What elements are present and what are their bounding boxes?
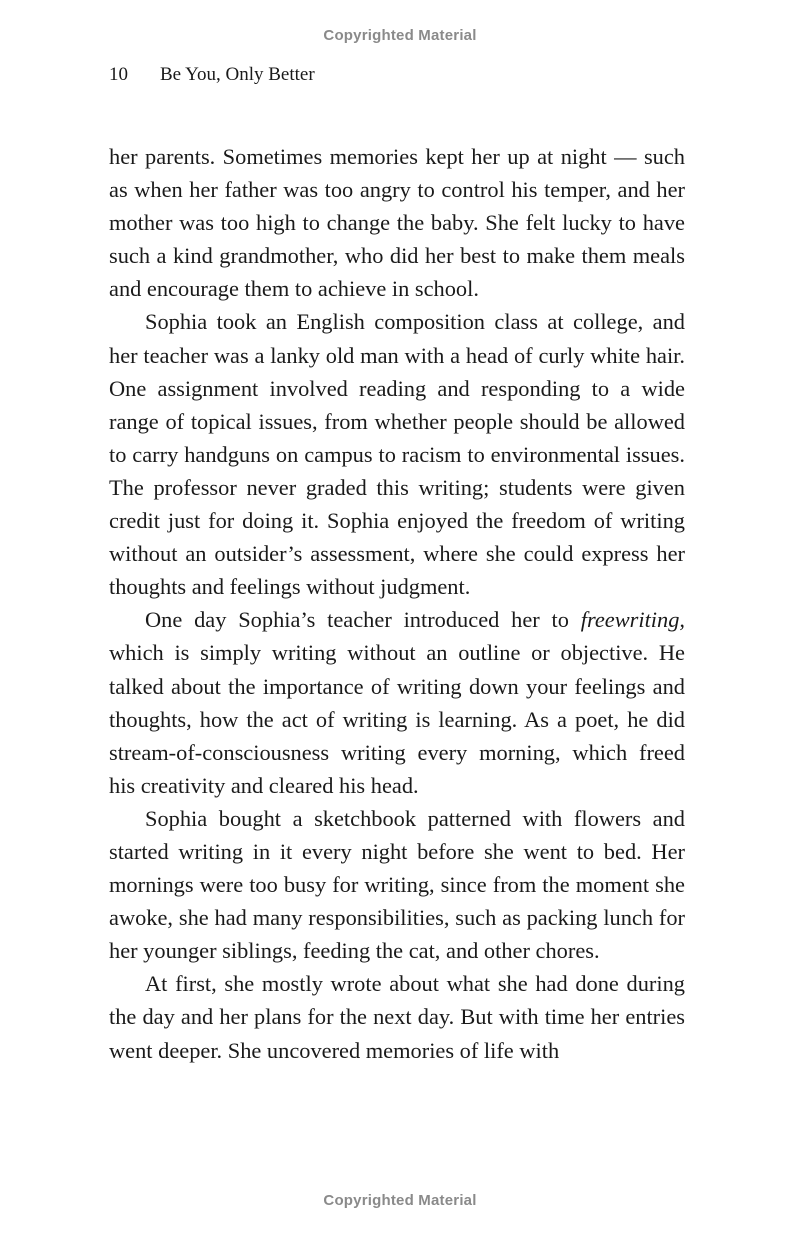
book-title: Be You, Only Better bbox=[160, 64, 315, 85]
paragraph-4: Sophia bought a sketchbook patterned with flowers and started writing in it every night before she went to bed. Her mornings were too busy for writing, since from the moment she awoke, she had many responsibilities, such as packing lunch for her younger siblings, feeding the cat, and other chores. bbox=[109, 805, 685, 964]
copyright-watermark-bottom: Copyrighted Material bbox=[323, 1192, 477, 1209]
paragraph-2: Sophia took an English composition class at college, and her teacher was a lanky old man with a head of curly white hair. One assignment involved reading and responding to a wide range of topical issues, from whether people should be allowed to carry handguns on campus to racism to environmental issues. The professor never graded this writing; students were given credit just for doing it. Sophia enjoyed the freedom of writing without an outsider’s assessment, where she could express her thoughts and feelings without judgment. bbox=[109, 309, 685, 600]
paragraph-1: her parents. Sometimes memories kept her up at night — such as when her father was too angry to control his temper, and her mother was too high to change the baby. She felt lucky to have such a kind grandmother, who did her best to make them meals and encourage them to achieve in school. bbox=[109, 144, 685, 302]
paragraph-3 bbox=[109, 603, 685, 802]
paragraph-3-rest: which is simply writing without an outline or objective. He talked about the importance of writing down your feelings and thoughts, how the act of writing is learning. As a poet, he did stream-of-consciousness writing every morning, which freed his creativity and cleared his head. bbox=[109, 640, 685, 798]
paragraph-3-start: One day Sophia’s teacher introduced her to bbox=[145, 607, 581, 633]
running-header bbox=[109, 64, 315, 86]
copyright-watermark-top: Copyrighted Material bbox=[323, 27, 477, 44]
page-number: 10 bbox=[109, 64, 128, 85]
emphasized-term: freewriting, bbox=[580, 607, 685, 633]
paragraph-5: At first, she mostly wrote about what she had done during the day and her plans for the next day. But with time her entries went deeper. She uncovered memories of life with bbox=[109, 971, 685, 1063]
body-text bbox=[109, 140, 685, 1067]
